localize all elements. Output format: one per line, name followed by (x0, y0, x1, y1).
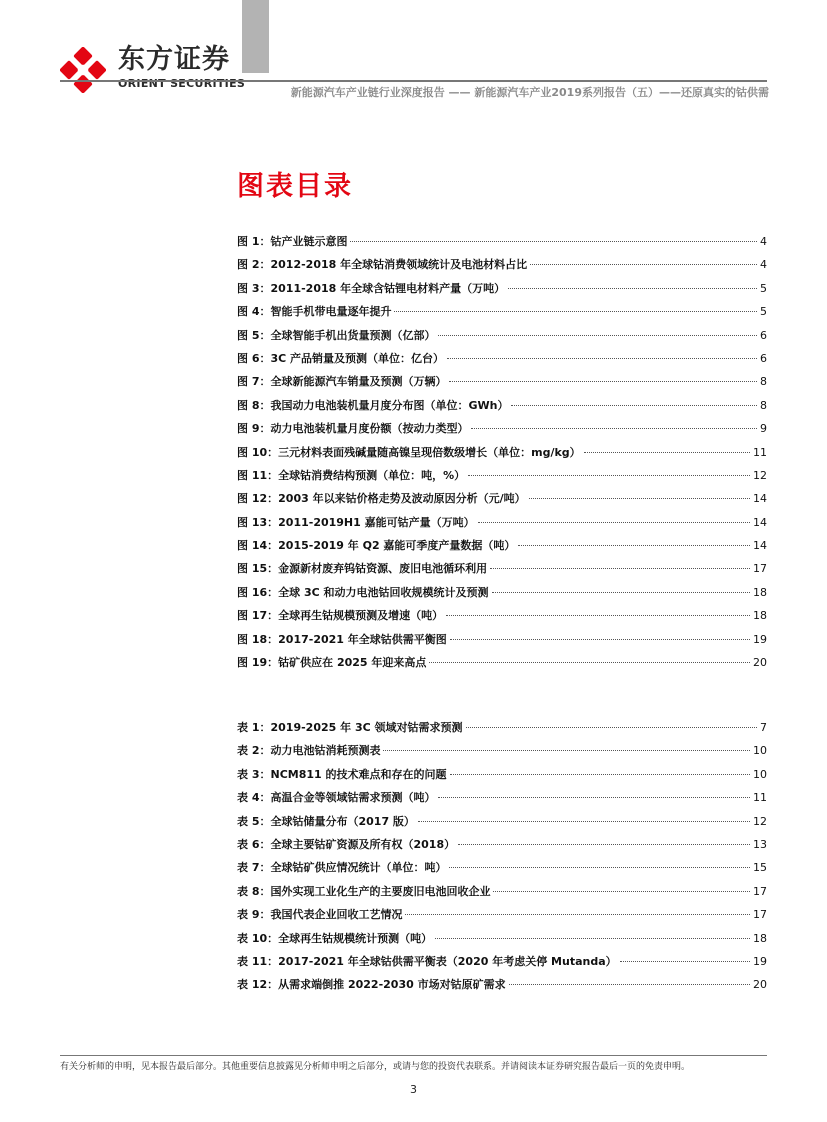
brand-name-en: ORIENT SECURITIES (118, 77, 246, 90)
figure-entry[interactable] (237, 444, 767, 467)
figure-entry-title: 图 8：我国动力电池装机量月度分布图（单位：GWh） (237, 398, 509, 412)
figure-entry-page: 20 (753, 656, 767, 670)
figure-entry[interactable] (237, 490, 767, 513)
figure-entry-page: 14 (753, 515, 767, 529)
figure-entry-title: 图 18：2017-2021 年全球钴供需平衡图 (237, 632, 447, 646)
table-entry[interactable] (237, 813, 767, 836)
dot-leader (435, 938, 750, 939)
figure-entry[interactable] (237, 420, 767, 443)
table-entry-page: 12 (753, 814, 767, 828)
figure-entry-title: 图 11：全球钴消费结构预测（单位：吨，%） (237, 468, 466, 482)
figure-entry[interactable] (237, 233, 767, 256)
dot-leader (508, 288, 757, 289)
table-entry-page: 10 (753, 744, 767, 758)
table-entry[interactable] (237, 976, 767, 999)
figure-entry[interactable] (237, 256, 767, 279)
table-entry-page: 13 (753, 837, 767, 851)
figure-entry-page: 5 (760, 281, 767, 295)
figure-list (237, 233, 767, 677)
figure-entry-page: 8 (760, 398, 767, 412)
dot-leader (511, 405, 757, 406)
table-entry-page: 7 (760, 721, 767, 734)
dot-leader (509, 984, 750, 985)
figure-entry-page: 5 (760, 305, 767, 319)
orient-logo-icon (60, 47, 106, 93)
figure-entry-title: 图 6：3C 产品销量及预测（单位：亿台） (237, 351, 445, 365)
figure-entry-title: 图 7：全球新能源汽车销量及预测（万辆） (237, 375, 447, 389)
dot-leader (418, 821, 750, 822)
table-entry-page: 15 (753, 861, 767, 875)
figure-entry[interactable] (237, 280, 767, 303)
table-entry[interactable] (237, 719, 767, 742)
table-entry-title: 表 7：全球钴矿供应情况统计（单位：吨） (237, 861, 447, 875)
figure-entry[interactable] (237, 560, 767, 583)
table-entry[interactable] (237, 953, 767, 976)
dot-leader (490, 568, 750, 569)
dot-leader (530, 264, 757, 265)
table-entry-page: 20 (753, 978, 767, 992)
dot-leader (518, 545, 750, 546)
table-entry-title: 表 11：2017-2021 年全球钴供需平衡表（2020 年考虑关停 Mutanda） (237, 954, 617, 968)
dot-leader (383, 750, 750, 751)
dot-leader (493, 891, 750, 892)
table-entry[interactable] (237, 742, 767, 765)
figure-entry-title: 图 4：智能手机带电量逐年提升 (237, 305, 392, 319)
dot-leader (450, 774, 751, 775)
dot-leader (466, 727, 758, 728)
figure-entry-page: 12 (753, 468, 767, 482)
dot-leader (468, 475, 750, 476)
figure-entry-title: 图 1：钴产业链示意图 (237, 235, 348, 248)
dot-leader (449, 381, 757, 382)
footer-disclaimer: 有关分析师的申明，见本报告最后部分。其他重要信息披露见分析师申明之后部分，或请与您的投资代表联系。并请阅读本证券研究报告最后一页的免责申明。 (60, 1062, 691, 1072)
dot-leader (405, 914, 750, 915)
figure-entry-page: 14 (753, 492, 767, 506)
figure-entry-page: 4 (760, 235, 767, 248)
figure-entry-page: 6 (760, 351, 767, 365)
dot-leader (394, 311, 757, 312)
dot-leader (429, 662, 750, 663)
dot-leader (438, 797, 750, 798)
figure-entry-title: 图 14：2015-2019 年 Q2 嘉能可季度产量数据（吨） (237, 539, 516, 553)
figure-entry[interactable] (237, 327, 767, 350)
figure-entry-title: 图 10：三元材料表面残碱量随高镍呈现倍数级增长（单位：mg/kg） (237, 445, 581, 459)
brand-name-cn: 东方证券 (118, 44, 230, 75)
page-title: 图表目录 (237, 171, 353, 202)
table-entry-title: 表 8：国外实现工业化生产的主要废旧电池回收企业 (237, 884, 491, 898)
figure-entry-title: 图 15：金源新材废弃钨钴资源、废旧电池循环利用 (237, 562, 488, 576)
figure-entry-title: 图 5：全球智能手机出货量预测（亿部） (237, 328, 436, 342)
dot-leader (350, 241, 757, 242)
table-entry[interactable] (237, 836, 767, 859)
figure-entry[interactable] (237, 303, 767, 326)
table-entry[interactable] (237, 930, 767, 953)
figure-entry[interactable] (237, 607, 767, 630)
figure-entry-page: 19 (753, 632, 767, 646)
figure-entry-page: 11 (753, 445, 767, 459)
table-entry-page: 19 (753, 954, 767, 968)
table-entry[interactable] (237, 789, 767, 812)
dot-leader (449, 867, 750, 868)
table-entry-title: 表 3：NCM811 的技术难点和存在的问题 (237, 767, 447, 781)
figure-entry-title: 图 19：钴矿供应在 2025 年迎来高点 (237, 656, 427, 670)
table-entry-page: 18 (753, 931, 767, 945)
table-entry-title: 表 6：全球主要钴矿资源及所有权（2018） (237, 837, 456, 851)
figure-entry-page: 9 (760, 422, 767, 436)
table-entry-title: 表 12：从需求端倒推 2022-2030 市场对钴原矿需求 (237, 978, 506, 992)
figure-entry-title: 图 2：2012-2018 年全球钴消费领域统计及电池材料占比 (237, 258, 528, 272)
table-entry-title: 表 2：动力电池钴消耗预测表 (237, 744, 381, 758)
dot-leader (471, 428, 757, 429)
figure-entry-page: 6 (760, 328, 767, 342)
table-entry[interactable] (237, 883, 767, 906)
figure-entry-page: 8 (760, 375, 767, 389)
figure-entry-page: 18 (753, 609, 767, 623)
dot-leader (450, 639, 750, 640)
dot-leader (446, 615, 750, 616)
table-entry-title: 表 5：全球钴储量分布（2017 版） (237, 814, 415, 828)
figure-entry-title: 图 3：2011-2018 年全球含钴锂电材料产量（万吨） (237, 281, 506, 295)
table-entry-title: 表 1：2019-2025 年 3C 领域对钴需求预测 (237, 721, 463, 734)
table-entry[interactable] (237, 906, 767, 929)
figure-entry[interactable] (237, 537, 767, 560)
figure-entry-title: 图 13：2011-2019H1 嘉能可钴产量（万吨） (237, 515, 475, 529)
table-entry[interactable] (237, 859, 767, 882)
dot-leader (492, 592, 750, 593)
figure-entry[interactable] (237, 467, 767, 490)
figure-entry-page: 14 (753, 539, 767, 553)
report-title: 新能源汽车产业链行业深度报告 —— 新能源汽车产业2019系列报告（五）——还原真实的钴供需 (290, 86, 769, 99)
dot-leader (529, 498, 750, 499)
figure-entry-title: 图 9：动力电池装机量月度份额（按动力类型） (237, 422, 469, 436)
table-entry-page: 11 (753, 791, 767, 805)
footer-rule (60, 1055, 767, 1056)
table-entry-page: 10 (753, 767, 767, 781)
dot-leader (458, 844, 750, 845)
figure-entry-page: 4 (760, 258, 767, 272)
figure-entry-title: 图 12：2003 年以来钴价格走势及波动原因分析（元/吨） (237, 492, 526, 506)
table-entry-page: 17 (753, 884, 767, 898)
figure-entry[interactable] (237, 514, 767, 537)
figure-entry-page: 17 (753, 562, 767, 576)
page-number: 3 (410, 1083, 417, 1096)
dot-leader (478, 522, 750, 523)
header-decor-block (242, 0, 269, 73)
figure-entry-page: 18 (753, 585, 767, 599)
table-list (237, 719, 767, 1000)
figure-entry[interactable] (237, 397, 767, 420)
dot-leader (620, 961, 750, 962)
figure-entry[interactable] (237, 350, 767, 373)
dot-leader (438, 335, 757, 336)
figure-entry-title: 图 16：全球 3C 和动力电池钴回收规模统计及预测 (237, 585, 489, 599)
figure-entry-title: 图 17：全球再生钴规模预测及增速（吨） (237, 609, 444, 623)
table-entry-title: 表 4：高温合金等领域钴需求预测（吨） (237, 791, 436, 805)
figure-entry[interactable] (237, 584, 767, 607)
figure-entry[interactable] (237, 373, 767, 396)
table-entry-page: 17 (753, 908, 767, 922)
figure-entry[interactable] (237, 631, 767, 654)
dot-leader (584, 452, 750, 453)
table-entry[interactable] (237, 766, 767, 789)
table-entry-title: 表 9：我国代表企业回收工艺情况 (237, 908, 403, 922)
header-rule-lower (60, 81, 767, 82)
figure-entry[interactable] (237, 654, 767, 677)
table-entry-title: 表 10：全球再生钴规模统计预测（吨） (237, 931, 433, 945)
dot-leader (447, 358, 757, 359)
